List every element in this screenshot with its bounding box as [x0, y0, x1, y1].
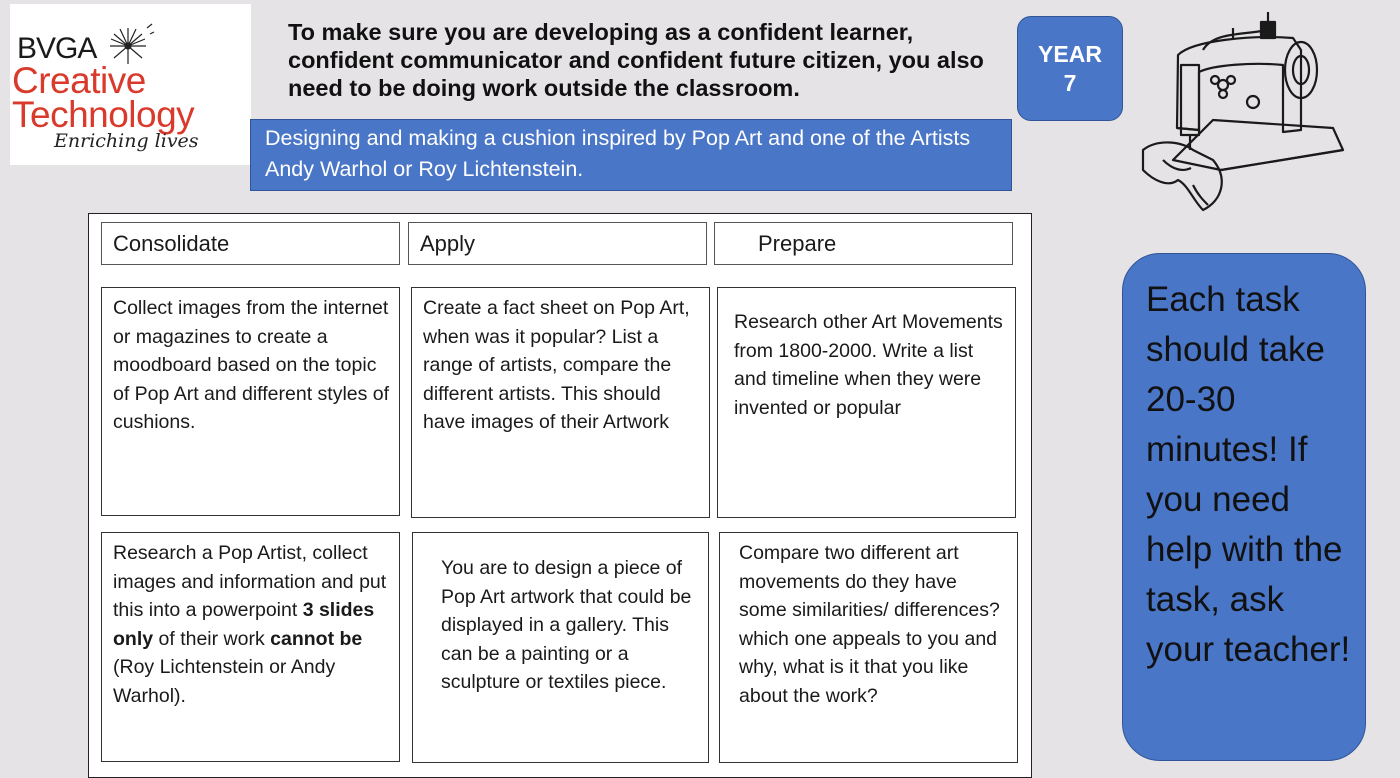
task-text: of their work [153, 627, 271, 650]
column-header-consolidate: Consolidate [101, 222, 400, 265]
task-text: (Roy Lichtenstein or Andy Warhol). [113, 656, 336, 707]
intro-text: To make sure you are developing as a confident learner, confident communicator and confident future citizen, you also need to be doing work outside the classroom. [288, 19, 984, 101]
school-logo [10, 4, 251, 165]
task-text: Research a Pop Artist, collect images and information and put this into a powerpoint [113, 542, 387, 621]
task-apply-1: Create a fact sheet on Pop Art, when was it popular? List a range of artists, compare the different artists. This should have images of their Artwork [411, 287, 710, 518]
topic-banner: Designing and making a cushion inspired by Pop Art and one of the Artists Andy Warhol or Roy Lichtenstein. [250, 119, 1012, 191]
task-apply-2: You are to design a piece of Pop Art artwork that could be displayed in a gallery. This can be a painting or a sculpture or textiles piece. [412, 532, 709, 763]
sewing-machine-icon [1133, 10, 1345, 215]
logo-tagline: Enriching lives [54, 130, 199, 152]
task-consolidate-1: Collect images from the internet or magazines to create a moodboard based on the topic of Pop Art and different styles of cushions. [101, 287, 400, 516]
column-header-apply: Apply [408, 222, 707, 265]
year-label: YEAR [1038, 40, 1102, 67]
year-number: 7 [1063, 69, 1077, 96]
year-badge [1017, 16, 1123, 121]
task-emphasis: cannot be [270, 627, 363, 650]
logo-line-technology: Technology [12, 94, 195, 135]
task-consolidate-2 [101, 532, 400, 762]
logo-line-creative: Creative [12, 60, 146, 101]
task-prepare-1: Research other Art Movements from 1800-2000. Write a list and timeline when they were invented or popular [717, 287, 1016, 518]
logo-brand: BVGA [17, 32, 97, 65]
task-emphasis: 3 slides only [113, 599, 375, 650]
task-prepare-2: Compare two different art movements do they have some similarities/ differences? which one appeals to you and why, what is it that you like about the work? [719, 532, 1018, 763]
column-header-prepare: Prepare [714, 222, 1013, 265]
time-tip-panel: Each task should take 20-30 minutes! If you need help with the task, ask your teacher! [1122, 253, 1366, 761]
